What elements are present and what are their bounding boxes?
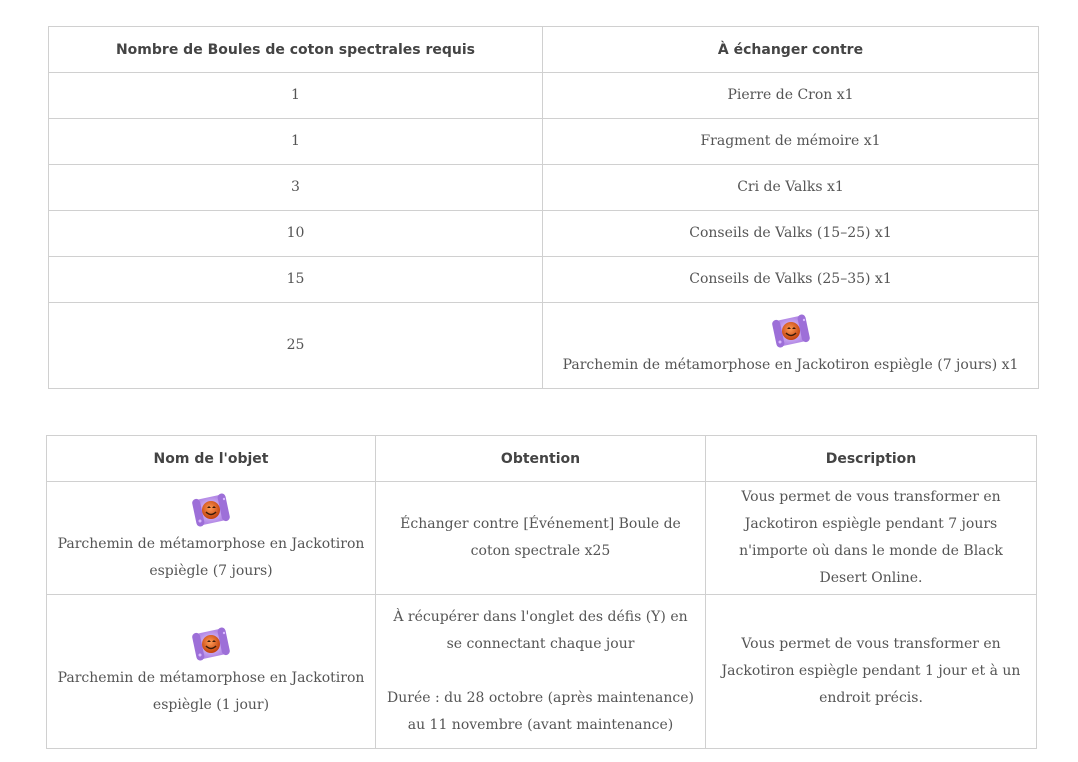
reward-item: Fragment de mémoire x1	[543, 119, 1039, 165]
header-obtain: Obtention	[376, 436, 706, 482]
item-obtain-duration: Durée : du 28 octobre (après maintenance) au 11 novembre (avant maintenance)	[387, 690, 694, 733]
required-count: 15	[49, 257, 543, 303]
item-obtain-cell	[376, 595, 706, 749]
items-table	[46, 435, 1037, 749]
table-row	[49, 119, 1039, 165]
item-obtain: À récupérer dans l'onglet des défis (Y) en se connectant chaque jour	[393, 609, 688, 652]
required-count: 1	[49, 73, 543, 119]
item-name-cell	[47, 482, 376, 595]
table-row	[49, 73, 1039, 119]
header-required: Nombre de Boules de coton spectrales requis	[49, 27, 543, 73]
table-row	[49, 303, 1039, 389]
required-count: 10	[49, 211, 543, 257]
reward-item: Conseils de Valks (25–35) x1	[543, 257, 1039, 303]
item-obtain: Échanger contre [Événement] Boule de coton spectrale x25	[376, 482, 706, 595]
table-row	[49, 257, 1039, 303]
item-description: Vous permet de vous transformer en Jackotiron espiègle pendant 1 jour et à un endroit précis.	[706, 595, 1037, 749]
scroll-pumpkin-icon	[772, 312, 810, 350]
required-count: 3	[49, 165, 543, 211]
reward-item: Parchemin de métamorphose en Jackotiron espiègle (7 jours) x1	[562, 357, 1019, 373]
exchange-table	[48, 26, 1039, 389]
table-row	[49, 211, 1039, 257]
scroll-pumpkin-icon	[192, 491, 230, 529]
header-exchange: À échanger contre	[543, 27, 1039, 73]
reward-item: Pierre de Cron x1	[543, 73, 1039, 119]
table-row	[47, 482, 1037, 595]
header-name: Nom de l'objet	[47, 436, 376, 482]
item-description: Vous permet de vous transformer en Jackotiron espiègle pendant 7 jours n'importe où dans le monde de Black Desert Online.	[706, 482, 1037, 595]
table-row	[49, 165, 1039, 211]
item-name: Parchemin de métamorphose en Jackotiron espiègle (7 jours)	[57, 536, 365, 579]
item-name: Parchemin de métamorphose en Jackotiron espiègle (1 jour)	[57, 669, 365, 713]
scroll-pumpkin-icon	[192, 625, 230, 663]
table-row	[47, 595, 1037, 749]
item-name-cell	[47, 595, 376, 749]
line-spacer	[386, 658, 695, 685]
reward-item: Cri de Valks x1	[543, 165, 1039, 211]
header-description: Description	[706, 436, 1037, 482]
required-count: 1	[49, 119, 543, 165]
required-count: 25	[49, 303, 543, 389]
reward-item: Conseils de Valks (15–25) x1	[543, 211, 1039, 257]
table-header-row	[47, 436, 1037, 482]
table-header-row	[49, 27, 1039, 73]
reward-item-cell	[543, 303, 1039, 389]
